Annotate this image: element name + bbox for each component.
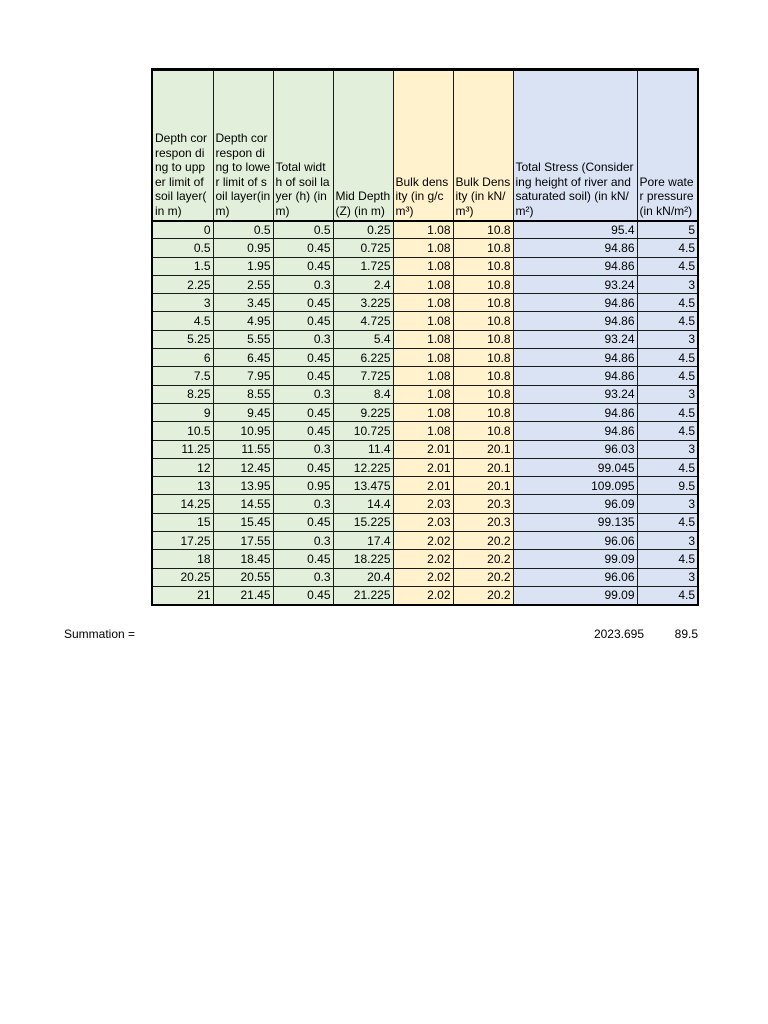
total-stress-cell: 94.86 bbox=[513, 312, 637, 330]
table-row bbox=[152, 257, 698, 275]
mid-depth-cell: 5.4 bbox=[333, 330, 393, 348]
bulk-density-gcm3-cell: 2.02 bbox=[393, 568, 453, 586]
upper-depth-cell: 18 bbox=[152, 550, 213, 568]
table-row bbox=[152, 422, 698, 440]
total-stress-cell: 93.24 bbox=[513, 330, 637, 348]
lower-depth-cell: 13.95 bbox=[213, 477, 273, 495]
upper-depth-cell: 15 bbox=[152, 513, 213, 531]
bulk-density-gcm3-cell: 2.02 bbox=[393, 550, 453, 568]
mid-depth-cell: 12.225 bbox=[333, 458, 393, 476]
bulk-density-knm3-cell: 10.8 bbox=[453, 275, 513, 293]
layer-width-cell: 0.45 bbox=[273, 294, 333, 312]
total-stress-cell: 99.09 bbox=[513, 586, 637, 604]
lower-depth-cell: 2.55 bbox=[213, 275, 273, 293]
bulk-density-knm3-cell: 10.8 bbox=[453, 349, 513, 367]
table-row bbox=[152, 221, 698, 239]
lower-depth-cell: 8.55 bbox=[213, 385, 273, 403]
total-stress-cell: 95.4 bbox=[513, 221, 637, 239]
table-body bbox=[152, 221, 698, 605]
soil-stress-table bbox=[151, 68, 699, 606]
bulk-density-knm3-cell: 10.8 bbox=[453, 312, 513, 330]
bulk-density-knm3-cell: 10.8 bbox=[453, 330, 513, 348]
bulk-density-gcm3-cell: 1.08 bbox=[393, 221, 453, 239]
total-stress-cell: 96.09 bbox=[513, 495, 637, 513]
total-stress-cell: 94.86 bbox=[513, 257, 637, 275]
pore-pressure-cell: 9.5 bbox=[637, 477, 698, 495]
layer-width-cell: 0.45 bbox=[273, 349, 333, 367]
pore-pressure-cell: 4.5 bbox=[637, 513, 698, 531]
summation-label: Summation = bbox=[64, 627, 136, 641]
lower-depth-cell: 15.45 bbox=[213, 513, 273, 531]
pore-pressure-cell: 4.5 bbox=[637, 294, 698, 312]
layer-width-cell: 0.45 bbox=[273, 257, 333, 275]
pore-pressure-cell: 3 bbox=[637, 385, 698, 403]
pore-pressure-cell: 4.5 bbox=[637, 312, 698, 330]
bulk-density-knm3-cell: 20.1 bbox=[453, 440, 513, 458]
lower-depth-cell: 11.55 bbox=[213, 440, 273, 458]
table-row bbox=[152, 550, 698, 568]
bulk-density-gcm3-cell: 1.08 bbox=[393, 403, 453, 421]
total-stress-cell: 94.86 bbox=[513, 294, 637, 312]
pore-pressure-cell: 3 bbox=[637, 495, 698, 513]
table-row bbox=[152, 330, 698, 348]
bulk-density-gcm3-cell: 2.03 bbox=[393, 495, 453, 513]
bulk-density-knm3-cell: 10.8 bbox=[453, 403, 513, 421]
upper-depth-cell: 12 bbox=[152, 458, 213, 476]
pore-pressure-cell: 3 bbox=[637, 330, 698, 348]
pore-pressure-cell: 4.5 bbox=[637, 349, 698, 367]
total-stress-cell: 93.24 bbox=[513, 275, 637, 293]
bulk-density-knm3-cell: 20.1 bbox=[453, 477, 513, 495]
table-row bbox=[152, 275, 698, 293]
table-row bbox=[152, 586, 698, 604]
bulk-density-gcm3-cell: 1.08 bbox=[393, 349, 453, 367]
total-stress-cell: 94.86 bbox=[513, 239, 637, 257]
pore-pressure-cell: 4.5 bbox=[637, 586, 698, 604]
layer-width-cell: 0.3 bbox=[273, 385, 333, 403]
lower-depth-cell: 6.45 bbox=[213, 349, 273, 367]
mid-depth-cell: 18.225 bbox=[333, 550, 393, 568]
pore-pressure-cell: 4.5 bbox=[637, 257, 698, 275]
pore-pressure-cell: 3 bbox=[637, 532, 698, 550]
bulk-density-knm3-cell: 10.8 bbox=[453, 367, 513, 385]
lower-depth-cell: 12.45 bbox=[213, 458, 273, 476]
col-header-upper-depth: Depth correspon ding to upper limit of soil layer( in m) bbox=[152, 70, 213, 221]
bulk-density-knm3-cell: 10.8 bbox=[453, 257, 513, 275]
total-stress-cell: 94.86 bbox=[513, 422, 637, 440]
upper-depth-cell: 3 bbox=[152, 294, 213, 312]
bulk-density-gcm3-cell: 2.02 bbox=[393, 586, 453, 604]
mid-depth-cell: 6.225 bbox=[333, 349, 393, 367]
pore-pressure-cell: 3 bbox=[637, 568, 698, 586]
layer-width-cell: 0.3 bbox=[273, 495, 333, 513]
pore-pressure-cell: 4.5 bbox=[637, 403, 698, 421]
header-row bbox=[152, 70, 698, 221]
upper-depth-cell: 7.5 bbox=[152, 367, 213, 385]
bulk-density-gcm3-cell: 1.08 bbox=[393, 239, 453, 257]
pore-pressure-cell: 3 bbox=[637, 440, 698, 458]
total-stress-cell: 99.045 bbox=[513, 458, 637, 476]
summation-row bbox=[64, 627, 704, 643]
table-row bbox=[152, 294, 698, 312]
total-stress-cell: 94.86 bbox=[513, 349, 637, 367]
col-header-layer-width: Total width of soil layer (h) (in m) bbox=[273, 70, 333, 221]
upper-depth-cell: 4.5 bbox=[152, 312, 213, 330]
lower-depth-cell: 18.45 bbox=[213, 550, 273, 568]
mid-depth-cell: 11.4 bbox=[333, 440, 393, 458]
upper-depth-cell: 14.25 bbox=[152, 495, 213, 513]
pore-pressure-cell: 5 bbox=[637, 221, 698, 239]
layer-width-cell: 0.45 bbox=[273, 550, 333, 568]
pore-pressure-cell: 3 bbox=[637, 275, 698, 293]
bulk-density-gcm3-cell: 1.08 bbox=[393, 330, 453, 348]
bulk-density-knm3-cell: 10.8 bbox=[453, 385, 513, 403]
total-stress-cell: 99.09 bbox=[513, 550, 637, 568]
layer-width-cell: 0.3 bbox=[273, 440, 333, 458]
lower-depth-cell: 7.95 bbox=[213, 367, 273, 385]
bulk-density-knm3-cell: 20.1 bbox=[453, 458, 513, 476]
upper-depth-cell: 21 bbox=[152, 586, 213, 604]
col-header-mid-depth: Mid Depth (Z) (in m) bbox=[333, 70, 393, 221]
total-stress-cell: 94.86 bbox=[513, 367, 637, 385]
lower-depth-cell: 17.55 bbox=[213, 532, 273, 550]
table-row bbox=[152, 349, 698, 367]
col-header-bulk-density-knm3: Bulk Density (in kN/m³) bbox=[453, 70, 513, 221]
mid-depth-cell: 9.225 bbox=[333, 403, 393, 421]
layer-width-cell: 0.3 bbox=[273, 275, 333, 293]
upper-depth-cell: 0.5 bbox=[152, 239, 213, 257]
table-row bbox=[152, 495, 698, 513]
upper-depth-cell: 5.25 bbox=[152, 330, 213, 348]
bulk-density-knm3-cell: 10.8 bbox=[453, 221, 513, 239]
table-row bbox=[152, 477, 698, 495]
bulk-density-knm3-cell: 20.2 bbox=[453, 532, 513, 550]
bulk-density-knm3-cell: 10.8 bbox=[453, 422, 513, 440]
bulk-density-gcm3-cell: 1.08 bbox=[393, 385, 453, 403]
lower-depth-cell: 14.55 bbox=[213, 495, 273, 513]
upper-depth-cell: 20.25 bbox=[152, 568, 213, 586]
lower-depth-cell: 4.95 bbox=[213, 312, 273, 330]
bulk-density-knm3-cell: 20.2 bbox=[453, 568, 513, 586]
bulk-density-gcm3-cell: 2.01 bbox=[393, 458, 453, 476]
bulk-density-knm3-cell: 20.2 bbox=[453, 586, 513, 604]
bulk-density-gcm3-cell: 1.08 bbox=[393, 275, 453, 293]
bulk-density-knm3-cell: 20.2 bbox=[453, 550, 513, 568]
layer-width-cell: 0.5 bbox=[273, 221, 333, 239]
total-stress-cell: 94.86 bbox=[513, 403, 637, 421]
lower-depth-cell: 0.95 bbox=[213, 239, 273, 257]
bulk-density-gcm3-cell: 1.08 bbox=[393, 422, 453, 440]
bulk-density-knm3-cell: 20.3 bbox=[453, 513, 513, 531]
layer-width-cell: 0.45 bbox=[273, 513, 333, 531]
layer-width-cell: 0.95 bbox=[273, 477, 333, 495]
upper-depth-cell: 8.25 bbox=[152, 385, 213, 403]
lower-depth-cell: 1.95 bbox=[213, 257, 273, 275]
mid-depth-cell: 17.4 bbox=[333, 532, 393, 550]
mid-depth-cell: 14.4 bbox=[333, 495, 393, 513]
lower-depth-cell: 3.45 bbox=[213, 294, 273, 312]
layer-width-cell: 0.3 bbox=[273, 532, 333, 550]
mid-depth-cell: 8.4 bbox=[333, 385, 393, 403]
upper-depth-cell: 2.25 bbox=[152, 275, 213, 293]
total-stress-cell: 99.135 bbox=[513, 513, 637, 531]
upper-depth-cell: 6 bbox=[152, 349, 213, 367]
summation-pore-pressure: 89.5 bbox=[674, 627, 698, 641]
bulk-density-gcm3-cell: 1.08 bbox=[393, 294, 453, 312]
bulk-density-gcm3-cell: 2.02 bbox=[393, 532, 453, 550]
bulk-density-knm3-cell: 10.8 bbox=[453, 294, 513, 312]
lower-depth-cell: 0.5 bbox=[213, 221, 273, 239]
mid-depth-cell: 2.4 bbox=[333, 275, 393, 293]
lower-depth-cell: 20.55 bbox=[213, 568, 273, 586]
bulk-density-knm3-cell: 10.8 bbox=[453, 239, 513, 257]
mid-depth-cell: 21.225 bbox=[333, 586, 393, 604]
upper-depth-cell: 0 bbox=[152, 221, 213, 239]
bulk-density-knm3-cell: 20.3 bbox=[453, 495, 513, 513]
layer-width-cell: 0.45 bbox=[273, 422, 333, 440]
mid-depth-cell: 3.225 bbox=[333, 294, 393, 312]
table-row bbox=[152, 440, 698, 458]
bulk-density-gcm3-cell: 2.01 bbox=[393, 440, 453, 458]
table-row bbox=[152, 532, 698, 550]
table-row bbox=[152, 385, 698, 403]
layer-width-cell: 0.45 bbox=[273, 367, 333, 385]
mid-depth-cell: 7.725 bbox=[333, 367, 393, 385]
bulk-density-gcm3-cell: 1.08 bbox=[393, 257, 453, 275]
pore-pressure-cell: 4.5 bbox=[637, 550, 698, 568]
pore-pressure-cell: 4.5 bbox=[637, 239, 698, 257]
lower-depth-cell: 9.45 bbox=[213, 403, 273, 421]
upper-depth-cell: 17.25 bbox=[152, 532, 213, 550]
col-header-total-stress: Total Stress (Considering height of river and saturated soil) (in kN/m²) bbox=[513, 70, 637, 221]
col-header-pore-pressure: Pore water pressure (in kN/m²) bbox=[637, 70, 698, 221]
table-row bbox=[152, 513, 698, 531]
pore-pressure-cell: 4.5 bbox=[637, 458, 698, 476]
col-header-lower-depth: Depth correspon ding to lower limit of soil layer(in m) bbox=[213, 70, 273, 221]
layer-width-cell: 0.45 bbox=[273, 403, 333, 421]
mid-depth-cell: 15.225 bbox=[333, 513, 393, 531]
total-stress-cell: 96.03 bbox=[513, 440, 637, 458]
upper-depth-cell: 1.5 bbox=[152, 257, 213, 275]
layer-width-cell: 0.45 bbox=[273, 312, 333, 330]
upper-depth-cell: 11.25 bbox=[152, 440, 213, 458]
mid-depth-cell: 1.725 bbox=[333, 257, 393, 275]
layer-width-cell: 0.3 bbox=[273, 330, 333, 348]
summation-total-stress: 2023.695 bbox=[593, 627, 644, 641]
total-stress-cell: 96.06 bbox=[513, 568, 637, 586]
bulk-density-gcm3-cell: 1.08 bbox=[393, 312, 453, 330]
mid-depth-cell: 0.725 bbox=[333, 239, 393, 257]
upper-depth-cell: 13 bbox=[152, 477, 213, 495]
table-row bbox=[152, 239, 698, 257]
mid-depth-cell: 20.4 bbox=[333, 568, 393, 586]
lower-depth-cell: 5.55 bbox=[213, 330, 273, 348]
pore-pressure-cell: 4.5 bbox=[637, 422, 698, 440]
total-stress-cell: 93.24 bbox=[513, 385, 637, 403]
lower-depth-cell: 10.95 bbox=[213, 422, 273, 440]
total-stress-cell: 109.095 bbox=[513, 477, 637, 495]
upper-depth-cell: 10.5 bbox=[152, 422, 213, 440]
bulk-density-gcm3-cell: 1.08 bbox=[393, 367, 453, 385]
col-header-bulk-density-gcm3: Bulk density (in g/cm³) bbox=[393, 70, 453, 221]
mid-depth-cell: 4.725 bbox=[333, 312, 393, 330]
mid-depth-cell: 0.25 bbox=[333, 221, 393, 239]
layer-width-cell: 0.45 bbox=[273, 458, 333, 476]
mid-depth-cell: 13.475 bbox=[333, 477, 393, 495]
table-row bbox=[152, 367, 698, 385]
mid-depth-cell: 10.725 bbox=[333, 422, 393, 440]
pore-pressure-cell: 4.5 bbox=[637, 367, 698, 385]
table-row bbox=[152, 403, 698, 421]
upper-depth-cell: 9 bbox=[152, 403, 213, 421]
layer-width-cell: 0.3 bbox=[273, 568, 333, 586]
bulk-density-gcm3-cell: 2.01 bbox=[393, 477, 453, 495]
table-row bbox=[152, 568, 698, 586]
layer-width-cell: 0.45 bbox=[273, 239, 333, 257]
lower-depth-cell: 21.45 bbox=[213, 586, 273, 604]
table-row bbox=[152, 312, 698, 330]
table-row bbox=[152, 458, 698, 476]
layer-width-cell: 0.45 bbox=[273, 586, 333, 604]
bulk-density-gcm3-cell: 2.03 bbox=[393, 513, 453, 531]
total-stress-cell: 96.06 bbox=[513, 532, 637, 550]
